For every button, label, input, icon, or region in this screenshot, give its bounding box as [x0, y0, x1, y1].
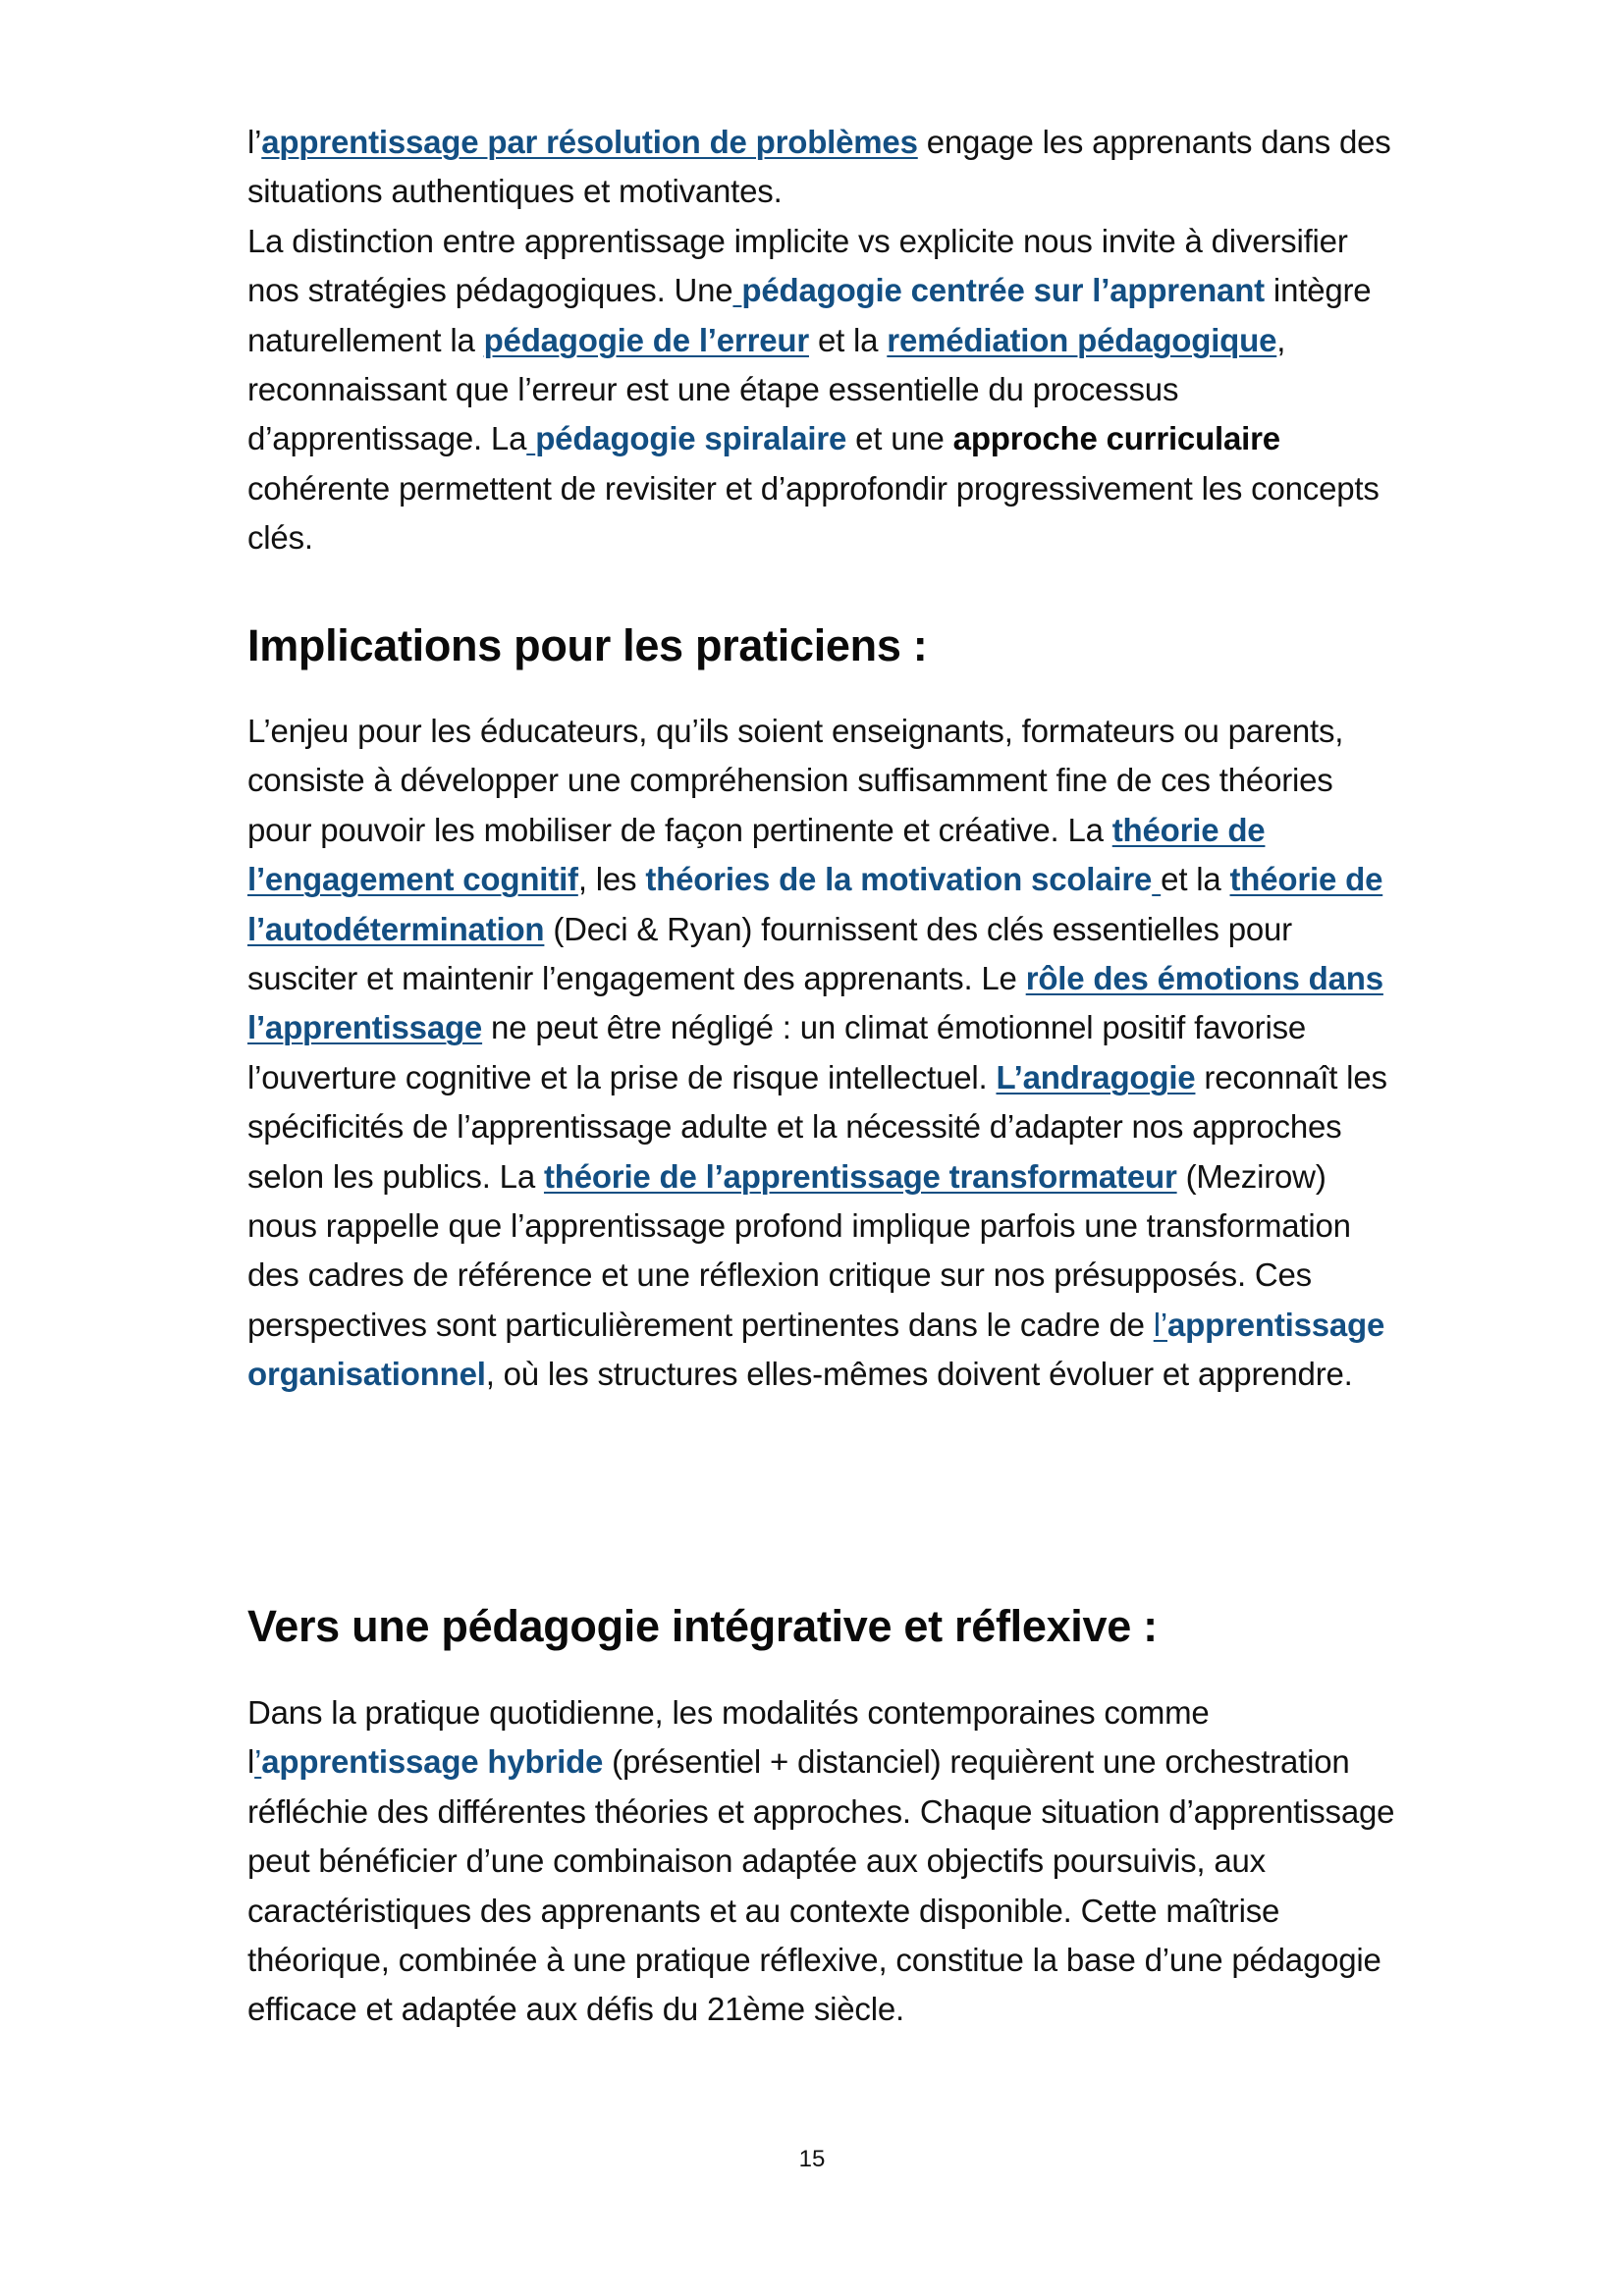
hyperlink[interactable]: apprentissage organisationnel: [247, 1306, 1385, 1393]
text-run: , reconnaissant que l’erreur est une étape essentielle du processus d’apprentissage. La: [247, 321, 1286, 457]
hyperlink[interactable]: théorie de l’apprentissage transformateur: [543, 1157, 1177, 1195]
text-run: reconnaît les spécificités de l’apprentissage adulte et la nécessité d’adapter nos approches selon les publics. La: [247, 1058, 1387, 1195]
hyperlink[interactable]: apprentissage par résolution de problèmes: [261, 124, 918, 160]
hyperlink[interactable]: L’andragogie: [996, 1058, 1196, 1095]
text-run: (présentiel + distanciel) requièrent une orchestration réfléchie des différentes théories et approches. Chaque situation d’apprentissage peut bénéficier d’une combinaison adaptée aux objectifs poursuivis, aux caractéristiques des apprenants et au contexte disponible. Cette maîtrise théorique, combinée à une pratique réflexive, constitue la base d’une pédagogie efficace et adaptée aux défis du 21ème siècle.: [247, 1743, 1395, 2028]
text-run: ne peut être négligé : un climat émotionnel positif favorise l’ouverture cognitive et la prise de risque intellectuel.: [247, 1009, 1307, 1095]
text-run: (Deci & Ryan) fournissent des clés essentielles pour susciter et maintenir l’engagement des apprenants. Le: [247, 910, 1292, 997]
underlined-fragment[interactable]: l’: [1153, 1306, 1167, 1343]
text-run: engage les apprenants dans des situations authentiques et motivantes.: [247, 124, 1391, 210]
underlined-fragment[interactable]: [526, 420, 535, 456]
hyperlink[interactable]: remédiation pédagogique: [887, 321, 1277, 358]
text-run: , où les structures elles-mêmes doivent évoluer et apprendre.: [485, 1356, 1353, 1393]
text-run: La distinction entre apprentissage implicite vs explicite nous invite à diversifier nos stratégies pédagogiques. Une: [247, 222, 1348, 309]
paragraph-implications: [247, 707, 1396, 1400]
text-run: Dans la pratique quotidienne, les modalités contemporaines comme l: [247, 1694, 1210, 1781]
underlined-fragment[interactable]: ’: [254, 1743, 262, 1781]
paragraph-integrative-pedagogy: [247, 1688, 1396, 2035]
text-run: (Mezirow) nous rappelle que l’apprentissage profond implique parfois une transformation des cadres de référence et une réflexion critique sur nos présupposés. Ces perspectives sont particulièrement pertinentes dans le cadre de: [247, 1157, 1351, 1343]
text-run: et la: [1161, 861, 1230, 898]
text-run: et la: [808, 321, 888, 358]
hyperlink[interactable]: pédagogie spiralaire: [535, 420, 847, 457]
text-run: l’: [247, 124, 262, 160]
hyperlink[interactable]: théories de la motivation scolaire: [645, 861, 1153, 898]
hyperlink[interactable]: rôle des émotions dans l’apprentissage: [247, 960, 1383, 1046]
hyperlink[interactable]: pédagogie centrée sur l’apprenant: [741, 272, 1265, 309]
heading-integrative-reflexive-pedagogy: Vers une pédagogie intégrative et réflexive :: [247, 1601, 1158, 1651]
hyperlink[interactable]: théorie de l’engagement cognitif: [247, 811, 1266, 898]
underlined-fragment[interactable]: [1152, 861, 1161, 897]
text-run: et une: [846, 420, 953, 457]
paragraph-pedagogical-strategies: [247, 118, 1396, 563]
hyperlink[interactable]: apprentissage hybride: [261, 1743, 604, 1781]
text-run: L’enjeu pour les éducateurs, qu’ils soient enseignants, formateurs ou parents, consiste à développer une compréhension suffisamment fine de ces théories pour pouvoir les mobiliser de façon pertinente et créative. La: [247, 713, 1344, 848]
heading-implications-for-practitioners: Implications pour les praticiens :: [247, 620, 928, 670]
hyperlink[interactable]: pédagogie de l’erreur: [483, 321, 809, 358]
bold-term: approche curriculaire: [952, 420, 1280, 457]
page-number: 15: [798, 2146, 826, 2172]
text-run: , les: [577, 861, 646, 898]
hyperlink[interactable]: théorie de l’autodétermination: [247, 861, 1383, 947]
text-run: intègre naturellement la: [247, 272, 1372, 358]
text-run: cohérente permettent de revisiter et d’approfondir progressivement les concepts clés.: [247, 469, 1380, 557]
